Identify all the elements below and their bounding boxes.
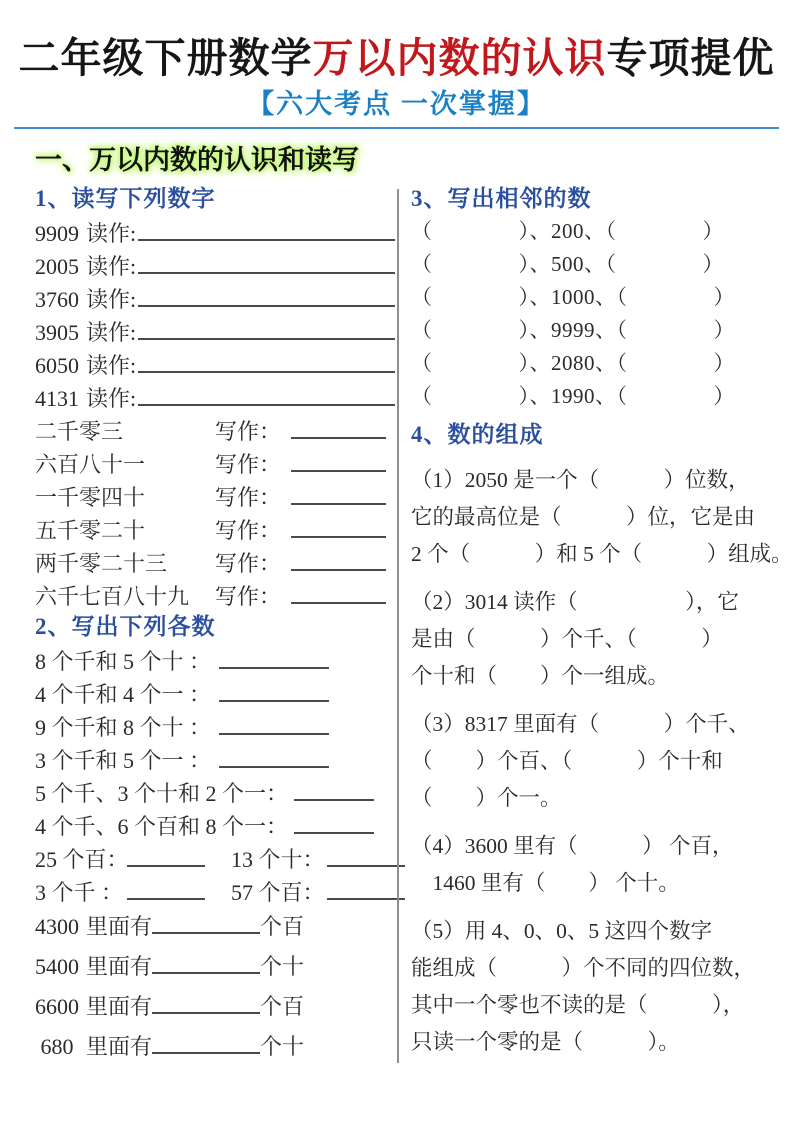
- answer-blank-line: [152, 1028, 260, 1054]
- title-part-2: 专项提优: [606, 35, 775, 81]
- answer-blank-line: [291, 479, 386, 505]
- answer-blank-line: [138, 314, 395, 340]
- compose-text: 5 个千、3 个十和 2 个一：: [35, 781, 289, 807]
- problem-line: 是由（ ）个千、（ ）: [411, 627, 723, 652]
- problem-line: 其中一个零也不读的是（ ），: [411, 993, 745, 1018]
- duzuo-row: [35, 347, 395, 380]
- xiezuo-row: [35, 578, 395, 611]
- neighbor-row: （ ）、500、（ ）: [411, 252, 724, 277]
- pair-row: [35, 874, 395, 907]
- problem-line: 2 个（ ）和 5 个（ ）组成。: [411, 542, 793, 567]
- problem-line: （ ）个一。: [411, 786, 562, 811]
- chinese-number-word: 六千七百八十九: [35, 584, 190, 610]
- compose-row: [35, 709, 395, 742]
- pair-text: 13 个十：: [231, 847, 325, 873]
- xiezuo-row: [35, 479, 395, 512]
- subsection-4-title: 4、数的组成: [411, 422, 544, 448]
- neighbor-row: （ ）、1000、（ ）: [411, 285, 735, 310]
- xiezuo-row: [35, 512, 395, 545]
- page-title: [0, 0, 793, 81]
- answer-blank-line: [138, 281, 395, 307]
- neighbor-row: （ ）、9999、（ ）: [411, 318, 735, 343]
- chinese-number-word: 一千零四十: [35, 485, 146, 511]
- header-divider-rule: [14, 127, 779, 129]
- problem-line: 能组成（ ）个不同的四位数，: [411, 956, 756, 981]
- compose-row: [35, 643, 395, 676]
- answer-blank-line: [219, 709, 329, 735]
- problem-line: （4）3600 里有（ ） 个百，: [411, 834, 734, 859]
- duzuo-label: 读作:: [86, 287, 137, 313]
- right-column: [399, 183, 793, 1067]
- compose-text: 4 个千、6 个百和 8 个一：: [35, 814, 289, 840]
- answer-blank-line: [291, 512, 386, 538]
- chinese-number-word: 五千零二十: [35, 518, 146, 544]
- problem-3: [411, 706, 785, 817]
- number: 2005: [35, 254, 79, 280]
- duzuo-row: [35, 314, 395, 347]
- number: 6600: [35, 994, 79, 1020]
- title-part-1: 二年级下册数学: [18, 35, 313, 81]
- duzuo-label: 读作:: [86, 386, 137, 412]
- xiezuo-label: 写作：: [215, 551, 282, 577]
- answer-blank-line: [219, 643, 329, 669]
- answer-blank-line: [219, 676, 329, 702]
- contain-label: 里面有: [80, 1034, 153, 1060]
- answer-blank-line: [291, 545, 386, 571]
- answer-blank-line: [127, 841, 205, 867]
- duzuo-row: [35, 248, 395, 281]
- title-red-part: 万以内数的认识: [312, 35, 607, 81]
- number: 3905: [35, 320, 79, 346]
- contain-row: [35, 987, 395, 1027]
- problem-line: （1）2050 是一个（ ）位数，: [411, 468, 750, 493]
- problem-line: （2）3014 读作（ ），它: [411, 590, 739, 615]
- contain-row: [35, 947, 395, 987]
- neighbor-row: （ ）、2080、（ ）: [411, 351, 735, 376]
- duzuo-label: 读作:: [86, 254, 137, 280]
- number: 9909: [35, 221, 79, 247]
- problem-line: 只读一个零的是（ ）。: [411, 1030, 680, 1055]
- neighbor-row: （ ）、200、（ ）: [411, 219, 724, 244]
- page-subtitle: 【六大考点 一次掌握】: [247, 89, 546, 120]
- problem-line: 个十和（ ）个一组成。: [411, 664, 670, 689]
- answer-blank-line: [291, 578, 386, 604]
- duzuo-label: 读作:: [86, 221, 137, 247]
- problem-line: （3）8317 里面有（ ）个千、: [411, 712, 750, 737]
- unit-label: 个百: [260, 914, 305, 940]
- duzuo-row: [35, 281, 395, 314]
- compose-row: [35, 676, 395, 709]
- xiezuo-label: 写作：: [215, 419, 282, 445]
- duzuo-row: [35, 380, 395, 413]
- xiezuo-label: 写作：: [215, 518, 282, 544]
- number: 5400: [35, 954, 79, 980]
- answer-blank-line: [327, 841, 405, 867]
- compose-text: 9 个千和 8 个十 ：: [35, 715, 212, 741]
- answer-blank-line: [294, 808, 374, 834]
- chinese-number-word: 两千零二十三: [35, 551, 168, 577]
- answer-blank-line: [152, 948, 260, 974]
- contain-row: [35, 1027, 395, 1067]
- problem-2: [411, 584, 785, 695]
- compose-row: [35, 808, 395, 841]
- contain-label: 里面有: [86, 954, 153, 980]
- number: 6050: [35, 353, 79, 379]
- compose-text: 3 个千和 5 个一 ：: [35, 748, 212, 774]
- answer-blank-line: [127, 874, 205, 900]
- problem-line: （ ）个百、（ ）个十和: [411, 749, 723, 774]
- answer-blank-line: [138, 380, 395, 406]
- contain-row: [35, 907, 395, 947]
- subsection-3-title: 3、写出相邻的数: [411, 186, 592, 212]
- pair-text: 25 个百：: [35, 847, 129, 873]
- duzuo-label: 读作:: [86, 320, 137, 346]
- compose-text: 8 个千和 5 个十 ：: [35, 649, 212, 675]
- answer-blank-line: [152, 908, 260, 934]
- pair-text: 57 个百：: [231, 880, 325, 906]
- answer-blank-line: [327, 874, 405, 900]
- pair-text: 3 个千 ：: [35, 880, 124, 906]
- answer-blank-line: [294, 775, 374, 801]
- answer-blank-line: [138, 347, 395, 373]
- problem-4: [411, 828, 785, 902]
- xiezuo-label: 写作：: [215, 584, 282, 610]
- two-column-body: [0, 179, 793, 1067]
- problem-5: [411, 913, 785, 1061]
- problem-line: 它的最高位是（ ）位，它是由: [411, 505, 756, 530]
- xiezuo-row: [35, 446, 395, 479]
- chinese-number-word: 二千零三: [35, 419, 124, 445]
- answer-blank-line: [291, 446, 386, 472]
- answer-blank-line: [152, 988, 260, 1014]
- answer-blank-line: [138, 248, 395, 274]
- xiezuo-row: [35, 545, 395, 578]
- number: 3760: [35, 287, 79, 313]
- compose-text: 4 个千和 4 个一 ：: [35, 682, 212, 708]
- unit-label: 个十: [260, 1034, 305, 1060]
- section-one-heading: 一、万以内数的认识和读写: [35, 145, 359, 176]
- answer-blank-line: [219, 742, 329, 768]
- compose-row: [35, 742, 395, 775]
- duzuo-row: [35, 215, 395, 248]
- subsection-2-title: 2、写出下列各数: [35, 614, 216, 640]
- xiezuo-row: [35, 413, 395, 446]
- neighbor-row: （ ）、1990、（ ）: [411, 384, 735, 409]
- unit-label: 个十: [260, 954, 305, 980]
- number: 4131: [35, 386, 79, 412]
- problem-line: 1460 里有（ ） 个十。: [411, 871, 680, 896]
- problem-line: （5）用 4、0、0、5 这四个数字: [411, 919, 713, 944]
- contain-label: 里面有: [86, 914, 153, 940]
- xiezuo-label: 写作：: [215, 485, 282, 511]
- chinese-number-word: 六百八十一: [35, 452, 146, 478]
- problem-1: [411, 462, 793, 573]
- compose-row: [35, 775, 395, 808]
- duzuo-label: 读作:: [86, 353, 137, 379]
- number: 4300: [35, 914, 79, 940]
- subsection-1-title: 1、读写下列数字: [35, 186, 216, 212]
- unit-label: 个百: [260, 994, 305, 1020]
- number: 680: [35, 1034, 74, 1060]
- contain-label: 里面有: [86, 994, 153, 1020]
- answer-blank-line: [291, 413, 386, 439]
- left-column: [35, 183, 395, 1067]
- answer-blank-line: [138, 215, 395, 241]
- xiezuo-label: 写作：: [215, 452, 282, 478]
- pair-row: [35, 841, 395, 874]
